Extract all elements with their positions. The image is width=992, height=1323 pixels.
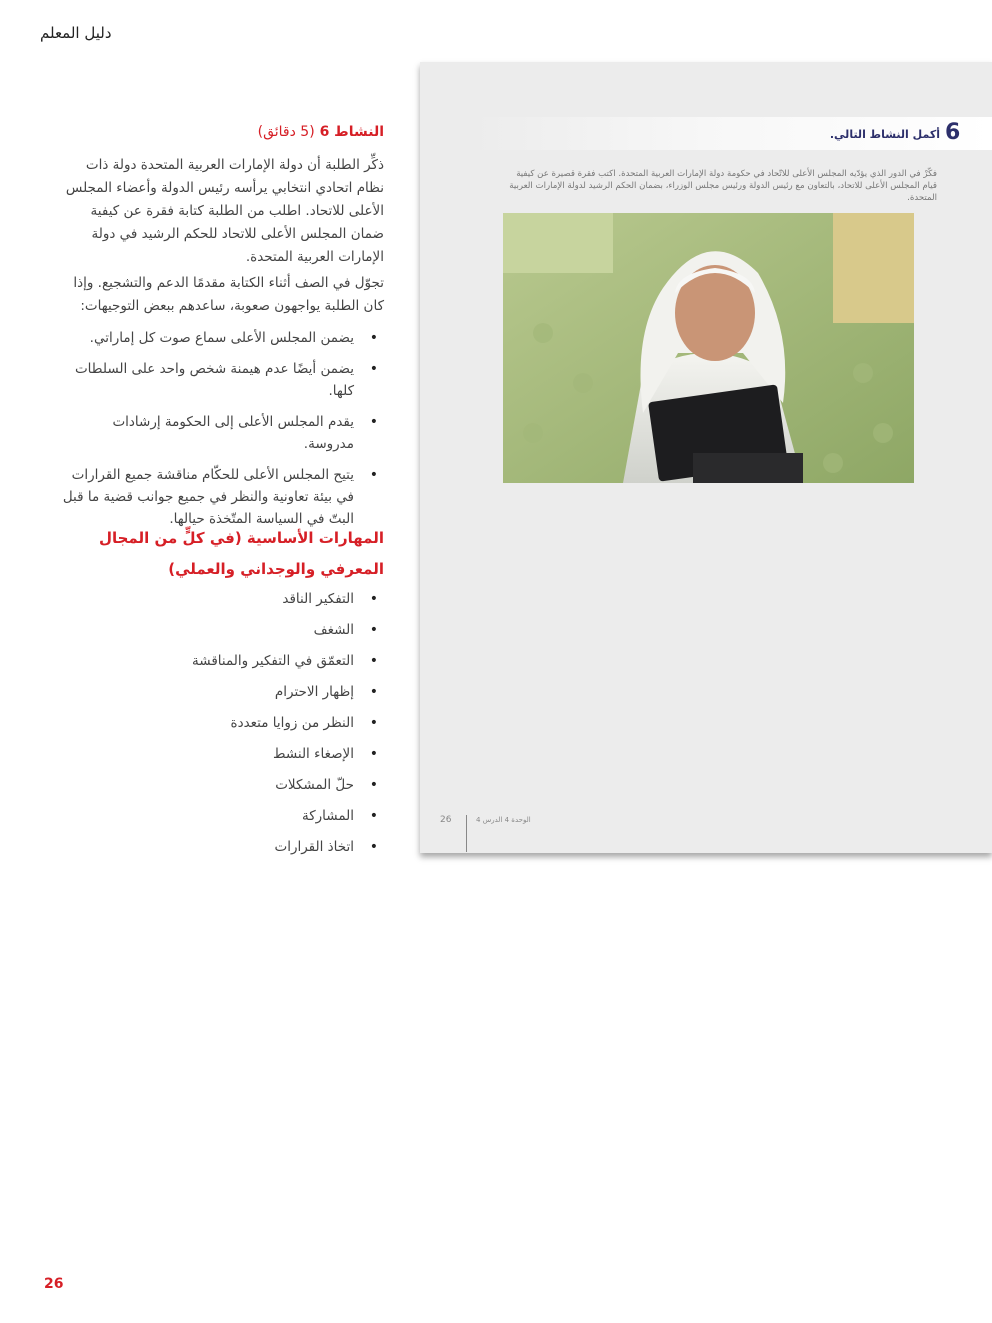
list-item: • يتيح المجلس الأعلى للحكّام مناقشة جميع القرارات في بيئة تعاونية والنظر في جميع جوانب قضية ما قبل البتّ في السياسة المتّخذة حيالها. [58,464,384,530]
list-item: • التعمّق في التفكير والمناقشة [58,650,384,672]
activity-duration: (5 دقائق) [257,124,315,140]
list-item: • الشغف [58,619,384,641]
skills-list [58,588,384,867]
list-item: • يضمن المجلس الأعلى سماع صوت كل إماراتي. [58,327,384,349]
activity-title [58,124,384,140]
boy-with-laptop-photo [503,213,914,483]
list-item: • الإصغاء النشط [58,743,384,765]
list-item: • التفكير الناقد [58,588,384,610]
list-item: • يقدم المجلس الأعلى إلى الحكومة إرشادات مدروسة. [58,411,384,455]
header-title-text: دليل المعلم [40,24,112,42]
activity-paragraph-2: تجوّل في الصف أثناء الكتابة مقدمًا الدعم والتشجيع. وإذا كان الطلبة يواجهون صعوبة، ساعدهم ببعض التوجيهات: [73,275,384,314]
page-number: 26 [44,1276,64,1292]
list-item: • اتخاذ القرارات [58,836,384,858]
list-item: • إظهار الاحترام [58,681,384,703]
student-unit-lesson: الوحدة 4 الدرس 4 [476,816,531,824]
hints-list [58,327,384,539]
photo-illustration [503,213,914,483]
list-item: • يضمن أيضًا عدم هيمنة شخص واحد على السلطات كلها. [58,358,384,402]
page-header-title [40,24,240,42]
list-item: • حلّ المشكلات [58,774,384,796]
skills-heading: المهارات الأساسية (في كلٍّ من المجال المعرفي والوجداني والعملي) [98,529,384,578]
student-activity-text: فكّرْ في الدور الذي يؤدّيه المجلس الأعلى للاتّحاد في حكومة دولة الإمارات العربية المتحدة. اكتب فقرة قصيرة عن كيفية قيام المجلس الأعلى للاتحاد، بالتعاون مع رئيس الدولة ورئيس مجلس الوزراء، بضمان الحكم الرشيد لدولة الإمارات العربية المتحدة. [509,169,937,203]
footer-divider [466,815,467,852]
student-activity-number: 6 [945,120,961,145]
list-item: • النظر من زوايا متعددة [58,712,384,734]
activity-title-bold: النشاط 6 [319,124,384,140]
activity-paragraph-1: ذكِّر الطلبة أن دولة الإمارات العربية المتحدة دولة ذات نظام اتحادي انتخابي يرأسه رئيس الدولة وأعضاء المجلس الأعلى للاتحاد. اطلب من الطلبة كتابة فقرة عن كيفية ضمان المجلس الأعلى للاتحاد للحكم الرشيد في دولة الإمارات العربية المتحدة. [65,157,384,265]
student-page-footer [440,815,560,855]
student-activity-label: أكمل النشاط التالي. [829,128,940,141]
list-item: • المشاركة [58,805,384,827]
student-page-number: 26 [440,815,452,825]
